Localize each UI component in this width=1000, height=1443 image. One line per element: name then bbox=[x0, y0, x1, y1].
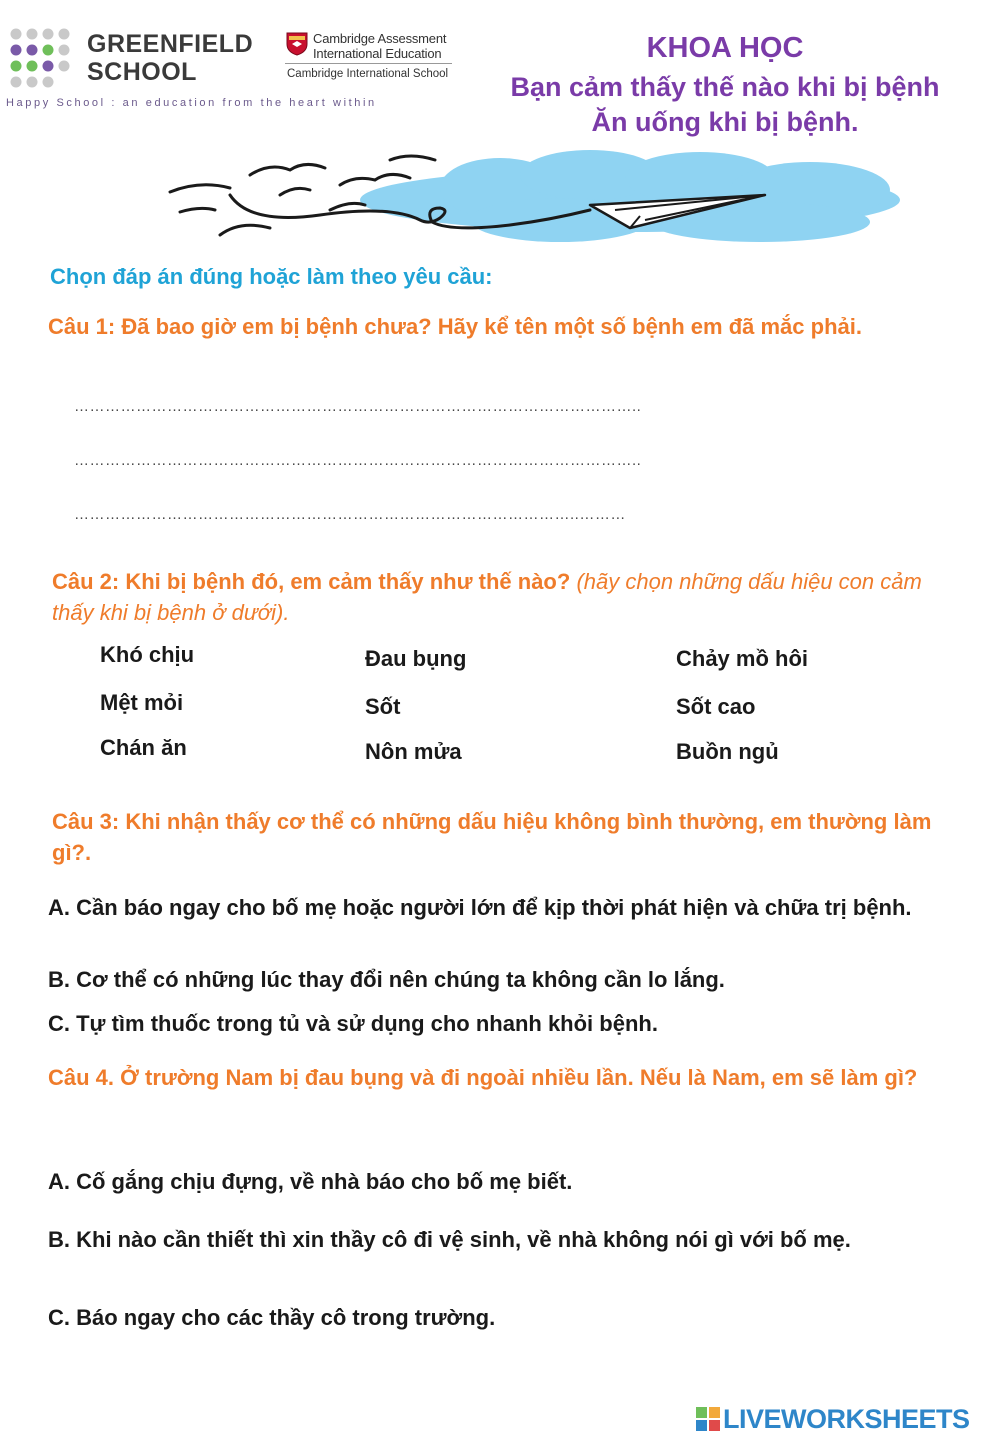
question-1: Câu 1: Đã bao giờ em bị bệnh chưa? Hãy kể tên một số bệnh em đã mắc phải. bbox=[48, 314, 862, 339]
cambridge-divider bbox=[285, 63, 452, 64]
cambridge-name bbox=[313, 31, 446, 61]
liveworksheets-brand[interactable] bbox=[696, 1404, 970, 1435]
cambridge-school: Cambridge International School bbox=[287, 68, 449, 80]
question-2-text: Câu 2: Khi bị bệnh đó, em cảm thấy như thế nào? bbox=[52, 569, 571, 594]
answer-line-1[interactable]: ……………………………………………………………………………………………….. bbox=[74, 398, 642, 415]
option-buon-ngu[interactable]: Buồn ngủ bbox=[676, 739, 779, 764]
school-name bbox=[87, 30, 253, 86]
cambridge-line1: Cambridge Assessment bbox=[313, 31, 447, 46]
liveworksheets-text: LIVEWORKSHEETS bbox=[723, 1404, 970, 1434]
q3-answer-a[interactable]: A. Cần báo ngay cho bố mẹ hoặc người lớn để kịp thời phát hiện và chữa trị bệnh. bbox=[48, 895, 912, 920]
option-sot[interactable]: Sốt bbox=[365, 694, 401, 719]
school-name-line2: SCHOOL bbox=[87, 58, 197, 86]
greenfield-logo-dots bbox=[8, 26, 74, 92]
answer-line-2[interactable]: ……………………………………………………………………………………………….. bbox=[74, 452, 642, 469]
school-tagline: Happy School : an education from the heart within bbox=[6, 97, 377, 109]
q4-answer-b[interactable]: B. Khi nào cần thiết thì xin thầy cô đi vệ sinh, về nhà không nói gì với bố mẹ. bbox=[48, 1227, 851, 1252]
option-non-mua[interactable]: Nôn mửa bbox=[365, 739, 462, 764]
option-sot-cao[interactable]: Sốt cao bbox=[676, 694, 756, 719]
paper-plane-banner bbox=[160, 150, 920, 250]
school-name-line1: GREENFIELD bbox=[87, 30, 254, 58]
cambridge-line2: International Education bbox=[313, 46, 442, 61]
option-met-moi[interactable]: Mệt mỏi bbox=[100, 690, 184, 715]
lesson-title-line1: Bạn cảm thấy thế nào khi bị bệnh bbox=[510, 72, 940, 102]
cambridge-shield-icon bbox=[286, 32, 308, 56]
q4-answer-a[interactable]: A. Cố gắng chịu đựng, về nhà báo cho bố mẹ biết. bbox=[48, 1169, 573, 1194]
q3-answer-b[interactable]: B. Cơ thể có những lúc thay đổi nên chúng ta không cần lo lắng. bbox=[48, 967, 725, 992]
question-2-hint: (hãy chọn những dấu hiệu con cảm thấy khi bị bệnh ở dưới). bbox=[52, 569, 922, 625]
q3-answer-c[interactable]: C. Tự tìm thuốc trong tủ và sử dụng cho nhanh khỏi bệnh. bbox=[48, 1011, 658, 1036]
option-chay-mo-hoi[interactable]: Chảy mồ hôi bbox=[676, 646, 809, 671]
option-chan-an[interactable]: Chán ăn bbox=[100, 735, 187, 760]
question-4: Câu 4. Ở trường Nam bị đau bụng và đi ngoài nhiều lần. Nếu là Nam, em sẽ làm gì? bbox=[48, 1065, 918, 1090]
q4-answer-c[interactable]: C. Báo ngay cho các thầy cô trong trường. bbox=[48, 1305, 496, 1330]
question-2 bbox=[52, 566, 952, 628]
answer-line-3[interactable]: ……………………………………………………………………………………..……… bbox=[74, 506, 626, 523]
option-kho-chiu[interactable]: Khó chịu bbox=[100, 642, 195, 667]
instruction-text: Chọn đáp án đúng hoặc làm theo yêu cầu: bbox=[50, 264, 493, 289]
liveworksheets-logo-icon bbox=[696, 1407, 720, 1431]
lesson-title-line2: Ăn uống khi bị bệnh. bbox=[591, 107, 859, 137]
subject-title: KHOA HỌC bbox=[646, 32, 804, 64]
option-dau-bung[interactable]: Đau bụng bbox=[365, 646, 467, 671]
question-3: Câu 3: Khi nhận thấy cơ thể có những dấu hiệu không bình thường, em thường làm gì?. bbox=[52, 809, 932, 865]
